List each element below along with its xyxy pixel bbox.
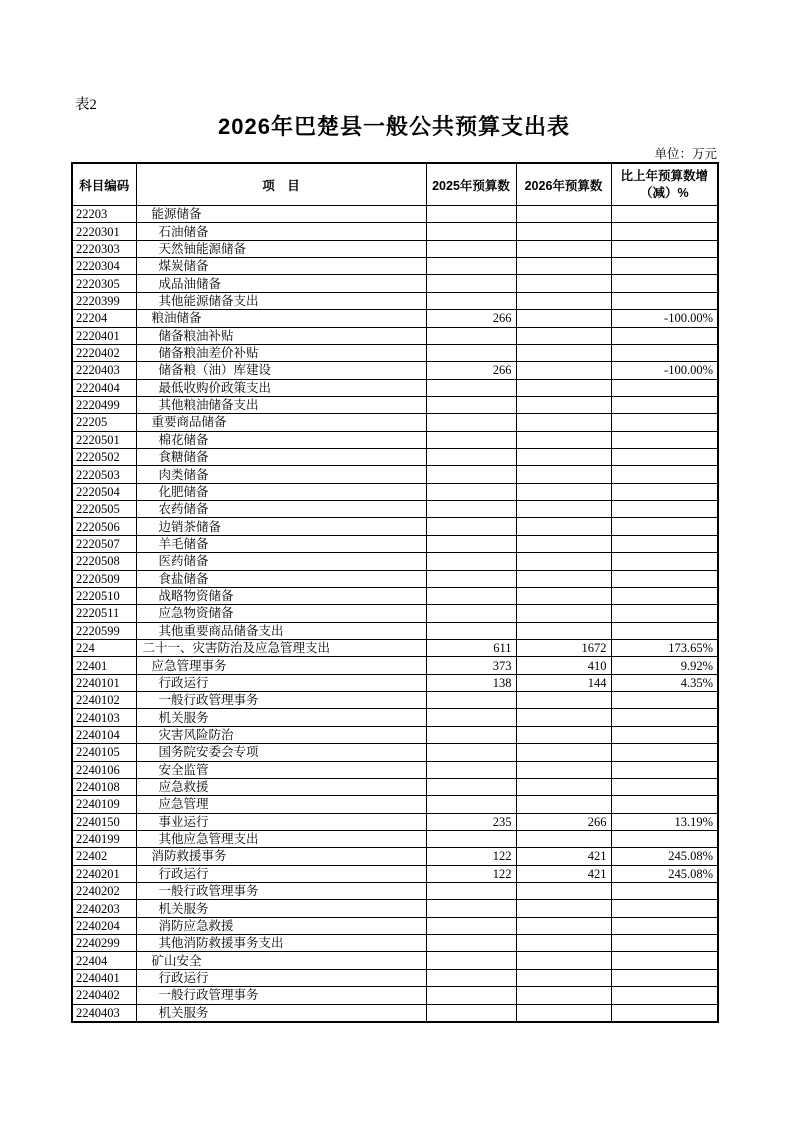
budget-2026-cell [516, 258, 611, 275]
budget-2025-cell [426, 414, 516, 431]
item-cell: 战略物资储备 [136, 587, 426, 604]
table-row [72, 310, 718, 327]
subject-code-cell: 2220401 [72, 327, 136, 344]
subject-code-cell: 2220503 [72, 466, 136, 483]
pct-change-cell [611, 466, 718, 483]
budget-2026-cell: 1672 [516, 639, 611, 656]
budget-2025-cell: 373 [426, 657, 516, 674]
table-row [72, 830, 718, 847]
pct-change-cell [611, 1004, 718, 1022]
item-cell: 一般行政管理事务 [136, 692, 426, 709]
budget-2026-cell [516, 935, 611, 952]
pct-change-cell [611, 449, 718, 466]
subject-code-cell: 224 [72, 639, 136, 656]
table-row [72, 483, 718, 500]
budget-2026-cell [516, 466, 611, 483]
pct-change-cell [611, 726, 718, 743]
item-cell: 羊毛储备 [136, 535, 426, 552]
unit-note: 单位：万元 [654, 147, 717, 161]
budget-2026-cell: 266 [516, 813, 611, 830]
pct-change-cell [611, 344, 718, 361]
budget-2026-cell [516, 501, 611, 518]
budget-2025-cell [426, 344, 516, 361]
table-row [72, 605, 718, 622]
table-row [72, 518, 718, 535]
table-row [72, 223, 718, 240]
item-cell: 消防救援事务 [136, 848, 426, 865]
pct-change-cell [611, 292, 718, 309]
budget-2025-cell [426, 292, 516, 309]
budget-2025-cell [426, 535, 516, 552]
table-row [72, 883, 718, 900]
pct-change-cell [611, 206, 718, 223]
budget-2026-cell [516, 240, 611, 257]
budget-2026-cell [516, 414, 611, 431]
table-row [72, 726, 718, 743]
pct-change-cell [611, 830, 718, 847]
table-number-label: 表2 [75, 97, 97, 113]
table-row [72, 935, 718, 952]
subject-code-cell: 2220499 [72, 396, 136, 413]
budget-2026-cell [516, 327, 611, 344]
item-cell: 天然铀能源储备 [136, 240, 426, 257]
budget-2026-cell [516, 605, 611, 622]
budget-2025-cell [426, 796, 516, 813]
item-cell: 化肥储备 [136, 483, 426, 500]
pct-change-cell [611, 935, 718, 952]
item-cell: 其他重要商品储备支出 [136, 622, 426, 639]
budget-2026-cell [516, 969, 611, 986]
table-row [72, 969, 718, 986]
budget-2026-cell [516, 744, 611, 761]
item-cell: 其他粮油储备支出 [136, 396, 426, 413]
subject-code-cell: 2220502 [72, 449, 136, 466]
table-row [72, 744, 718, 761]
budget-2026-cell: 421 [516, 848, 611, 865]
pct-change-cell [611, 396, 718, 413]
subject-code-cell: 2240103 [72, 709, 136, 726]
item-cell: 其他能源储备支出 [136, 292, 426, 309]
subject-code-cell: 2220402 [72, 344, 136, 361]
header-pct-change [611, 163, 718, 206]
budget-2025-cell [426, 258, 516, 275]
header-item: 项 目 [136, 163, 426, 206]
table-row [72, 796, 718, 813]
table-row [72, 501, 718, 518]
budget-2025-cell [426, 830, 516, 847]
subject-code-cell: 2240204 [72, 917, 136, 934]
subject-code-cell: 2240202 [72, 883, 136, 900]
subject-code-cell: 2240299 [72, 935, 136, 952]
pct-change-cell: 173.65% [611, 639, 718, 656]
table-row [72, 657, 718, 674]
item-cell: 储备粮油差价补贴 [136, 344, 426, 361]
budget-2025-cell [426, 883, 516, 900]
table-row [72, 900, 718, 917]
pct-change-cell [611, 692, 718, 709]
item-cell: 消防应急救援 [136, 917, 426, 934]
item-cell: 二十一、灾害防治及应急管理支出 [136, 639, 426, 656]
budget-2026-cell [516, 344, 611, 361]
table-row [72, 275, 718, 292]
budget-2026-cell [516, 518, 611, 535]
item-cell: 边销茶储备 [136, 518, 426, 535]
budget-2025-cell [426, 726, 516, 743]
budget-2025-cell [426, 761, 516, 778]
budget-2026-cell [516, 379, 611, 396]
item-cell: 棉花储备 [136, 431, 426, 448]
subject-code-cell: 22401 [72, 657, 136, 674]
subject-code-cell: 2240109 [72, 796, 136, 813]
table-row [72, 778, 718, 795]
table-row [72, 848, 718, 865]
pct-change-cell [611, 605, 718, 622]
pct-change-cell: 9.92% [611, 657, 718, 674]
header-pct-change-line1: 比上年预算数增 [620, 168, 708, 183]
pct-change-cell [611, 987, 718, 1004]
header-2025-budget: 2025年预算数 [426, 163, 516, 206]
budget-2026-cell [516, 692, 611, 709]
subject-code-cell: 2240403 [72, 1004, 136, 1022]
budget-2026-cell [516, 362, 611, 379]
budget-2025-cell [426, 483, 516, 500]
item-cell: 食糖储备 [136, 449, 426, 466]
pct-change-cell [611, 917, 718, 934]
budget-2026-cell [516, 900, 611, 917]
budget-2026-cell [516, 726, 611, 743]
table-row [72, 431, 718, 448]
subject-code-cell: 22402 [72, 848, 136, 865]
pct-change-cell [611, 414, 718, 431]
subject-code-cell: 2240402 [72, 987, 136, 1004]
table-row [72, 362, 718, 379]
budget-2025-cell [426, 709, 516, 726]
subject-code-cell: 2240401 [72, 969, 136, 986]
budget-2026-cell [516, 761, 611, 778]
pct-change-cell [611, 275, 718, 292]
budget-2025-cell [426, 240, 516, 257]
budget-2026-cell [516, 952, 611, 969]
budget-2026-cell [516, 275, 611, 292]
budget-2026-cell [516, 553, 611, 570]
pct-change-cell: 245.08% [611, 865, 718, 882]
item-cell: 农药储备 [136, 501, 426, 518]
header-subject-code: 科目编码 [72, 163, 136, 206]
item-cell: 医药储备 [136, 553, 426, 570]
table-row [72, 414, 718, 431]
item-cell: 事业运行 [136, 813, 426, 830]
table-row [72, 553, 718, 570]
item-cell: 行政运行 [136, 674, 426, 691]
subject-code-cell: 2220305 [72, 275, 136, 292]
item-cell: 肉类储备 [136, 466, 426, 483]
pct-change-cell [611, 553, 718, 570]
table-row [72, 327, 718, 344]
pct-change-cell [611, 761, 718, 778]
budget-2025-cell [426, 692, 516, 709]
pct-change-cell [611, 709, 718, 726]
table-row [72, 952, 718, 969]
pct-change-cell [611, 570, 718, 587]
budget-2025-cell [426, 570, 516, 587]
subject-code-cell: 2240101 [72, 674, 136, 691]
budget-2026-cell [516, 883, 611, 900]
budget-2026-cell [516, 796, 611, 813]
budget-2026-cell [516, 622, 611, 639]
budget-2026-cell: 144 [516, 674, 611, 691]
item-cell: 最低收购价政策支出 [136, 379, 426, 396]
budget-2026-cell [516, 535, 611, 552]
budget-2025-cell [426, 431, 516, 448]
subject-code-cell: 2240106 [72, 761, 136, 778]
table-row [72, 379, 718, 396]
budget-2025-cell: 611 [426, 639, 516, 656]
pct-change-cell [611, 518, 718, 535]
header-pct-change-line2: （减）% [639, 185, 689, 200]
subject-code-cell: 22204 [72, 310, 136, 327]
header-row [72, 163, 718, 206]
pct-change-cell [611, 622, 718, 639]
item-cell: 矿山安全 [136, 952, 426, 969]
subject-code-cell: 2220505 [72, 501, 136, 518]
subject-code-cell: 2220404 [72, 379, 136, 396]
budget-2026-cell [516, 830, 611, 847]
table-row [72, 344, 718, 361]
item-cell: 能源储备 [136, 206, 426, 223]
table-row [72, 396, 718, 413]
header-2026-budget: 2026年预算数 [516, 163, 611, 206]
item-cell: 应急管理事务 [136, 657, 426, 674]
budget-2025-cell [426, 952, 516, 969]
pct-change-cell [611, 778, 718, 795]
budget-2026-cell [516, 396, 611, 413]
pct-change-cell: -100.00% [611, 362, 718, 379]
table-row [72, 206, 718, 223]
subject-code-cell: 2240203 [72, 900, 136, 917]
pct-change-cell [611, 223, 718, 240]
item-cell: 一般行政管理事务 [136, 883, 426, 900]
budget-2025-cell: 235 [426, 813, 516, 830]
item-cell: 行政运行 [136, 865, 426, 882]
item-cell: 其他应急管理支出 [136, 830, 426, 847]
subject-code-cell: 2220399 [72, 292, 136, 309]
subject-code-cell: 2220304 [72, 258, 136, 275]
budget-2026-cell: 410 [516, 657, 611, 674]
item-cell: 应急救援 [136, 778, 426, 795]
budget-2025-cell [426, 778, 516, 795]
table-row [72, 674, 718, 691]
pct-change-cell [611, 744, 718, 761]
budget-2026-cell [516, 483, 611, 500]
budget-2025-cell [426, 917, 516, 934]
subject-code-cell: 22404 [72, 952, 136, 969]
table-row [72, 813, 718, 830]
pct-change-cell [611, 900, 718, 917]
item-cell: 重要商品储备 [136, 414, 426, 431]
budget-2025-cell [426, 379, 516, 396]
subject-code-cell: 2240105 [72, 744, 136, 761]
item-cell: 粮油储备 [136, 310, 426, 327]
budget-2026-cell [516, 709, 611, 726]
table-row [72, 258, 718, 275]
table-row [72, 466, 718, 483]
budget-2025-cell [426, 987, 516, 1004]
item-cell: 食盐储备 [136, 570, 426, 587]
subject-code-cell: 2240104 [72, 726, 136, 743]
pct-change-cell [611, 535, 718, 552]
subject-code-cell: 22203 [72, 206, 136, 223]
table-row [72, 1004, 718, 1022]
subject-code-cell: 2220510 [72, 587, 136, 604]
pct-change-cell [611, 240, 718, 257]
budget-2026-cell [516, 987, 611, 1004]
subject-code-cell: 2220504 [72, 483, 136, 500]
budget-2025-cell [426, 449, 516, 466]
budget-2025-cell: 266 [426, 362, 516, 379]
table-row [72, 587, 718, 604]
item-cell: 石油储备 [136, 223, 426, 240]
budget-2025-cell [426, 935, 516, 952]
table-row [72, 709, 718, 726]
budget-2025-cell [426, 501, 516, 518]
table-row [72, 761, 718, 778]
budget-2026-cell [516, 1004, 611, 1022]
pct-change-cell [611, 483, 718, 500]
pct-change-cell: 245.08% [611, 848, 718, 865]
item-cell: 行政运行 [136, 969, 426, 986]
table-row [72, 692, 718, 709]
table-row [72, 622, 718, 639]
item-cell: 机关服务 [136, 709, 426, 726]
item-cell: 其他消防救援事务支出 [136, 935, 426, 952]
table-row [72, 639, 718, 656]
item-cell: 灾害风险防治 [136, 726, 426, 743]
budget-2026-cell [516, 917, 611, 934]
budget-2025-cell [426, 518, 516, 535]
subject-code-cell: 22205 [72, 414, 136, 431]
item-cell: 储备粮油补贴 [136, 327, 426, 344]
pct-change-cell [611, 431, 718, 448]
pct-change-cell: -100.00% [611, 310, 718, 327]
item-cell: 应急物资储备 [136, 605, 426, 622]
budget-2026-cell [516, 310, 611, 327]
budget-2026-cell [516, 223, 611, 240]
subject-code-cell: 2240150 [72, 813, 136, 830]
subject-code-cell: 2220511 [72, 605, 136, 622]
budget-2025-cell [426, 587, 516, 604]
item-cell: 一般行政管理事务 [136, 987, 426, 1004]
item-cell: 煤炭储备 [136, 258, 426, 275]
subject-code-cell: 2220301 [72, 223, 136, 240]
item-cell: 机关服务 [136, 1004, 426, 1022]
table-row [72, 987, 718, 1004]
subject-code-cell: 2220501 [72, 431, 136, 448]
budget-2026-cell [516, 206, 611, 223]
pct-change-cell: 4.35% [611, 674, 718, 691]
budget-2026-cell [516, 778, 611, 795]
budget-2025-cell: 122 [426, 865, 516, 882]
item-cell: 国务院安委会专项 [136, 744, 426, 761]
budget-2026-cell [516, 570, 611, 587]
subject-code-cell: 2220508 [72, 553, 136, 570]
item-cell: 机关服务 [136, 900, 426, 917]
subject-code-cell: 2220599 [72, 622, 136, 639]
subject-code-cell: 2220509 [72, 570, 136, 587]
pct-change-cell [611, 587, 718, 604]
budget-2025-cell [426, 327, 516, 344]
page-title: 2026年巴楚县一般公共预算支出表 [218, 114, 570, 139]
item-cell: 安全监管 [136, 761, 426, 778]
subject-code-cell: 2220506 [72, 518, 136, 535]
pct-change-cell: 13.19% [611, 813, 718, 830]
table-row [72, 865, 718, 882]
table-row [72, 449, 718, 466]
pct-change-cell [611, 379, 718, 396]
pct-change-cell [611, 969, 718, 986]
pct-change-cell [611, 258, 718, 275]
table-row [72, 292, 718, 309]
budget-2025-cell: 266 [426, 310, 516, 327]
budget-2025-cell [426, 900, 516, 917]
item-cell: 成品油储备 [136, 275, 426, 292]
subject-code-cell: 2240102 [72, 692, 136, 709]
budget-2025-cell [426, 969, 516, 986]
subject-code-cell: 2220403 [72, 362, 136, 379]
pct-change-cell [611, 501, 718, 518]
pct-change-cell [611, 883, 718, 900]
budget-2025-cell [426, 622, 516, 639]
budget-2026-cell: 421 [516, 865, 611, 882]
budget-table [71, 162, 719, 1023]
budget-2026-cell [516, 587, 611, 604]
subject-code-cell: 2240199 [72, 830, 136, 847]
pct-change-cell [611, 952, 718, 969]
budget-2025-cell: 122 [426, 848, 516, 865]
table-row [72, 570, 718, 587]
subject-code-cell: 2220303 [72, 240, 136, 257]
budget-2025-cell [426, 553, 516, 570]
subject-code-cell: 2240108 [72, 778, 136, 795]
budget-2025-cell [426, 396, 516, 413]
budget-2025-cell [426, 1004, 516, 1022]
budget-2026-cell [516, 431, 611, 448]
budget-2026-cell [516, 292, 611, 309]
item-cell: 应急管理 [136, 796, 426, 813]
subject-code-cell: 2220507 [72, 535, 136, 552]
budget-2025-cell [426, 605, 516, 622]
table-row [72, 917, 718, 934]
budget-2026-cell [516, 449, 611, 466]
budget-2025-cell [426, 275, 516, 292]
item-cell: 储备粮（油）库建设 [136, 362, 426, 379]
budget-2025-cell [426, 206, 516, 223]
budget-2025-cell [426, 223, 516, 240]
pct-change-cell [611, 327, 718, 344]
budget-2025-cell: 138 [426, 674, 516, 691]
budget-2025-cell [426, 466, 516, 483]
table-row [72, 535, 718, 552]
subject-code-cell: 2240201 [72, 865, 136, 882]
pct-change-cell [611, 796, 718, 813]
table-row [72, 240, 718, 257]
budget-2025-cell [426, 744, 516, 761]
